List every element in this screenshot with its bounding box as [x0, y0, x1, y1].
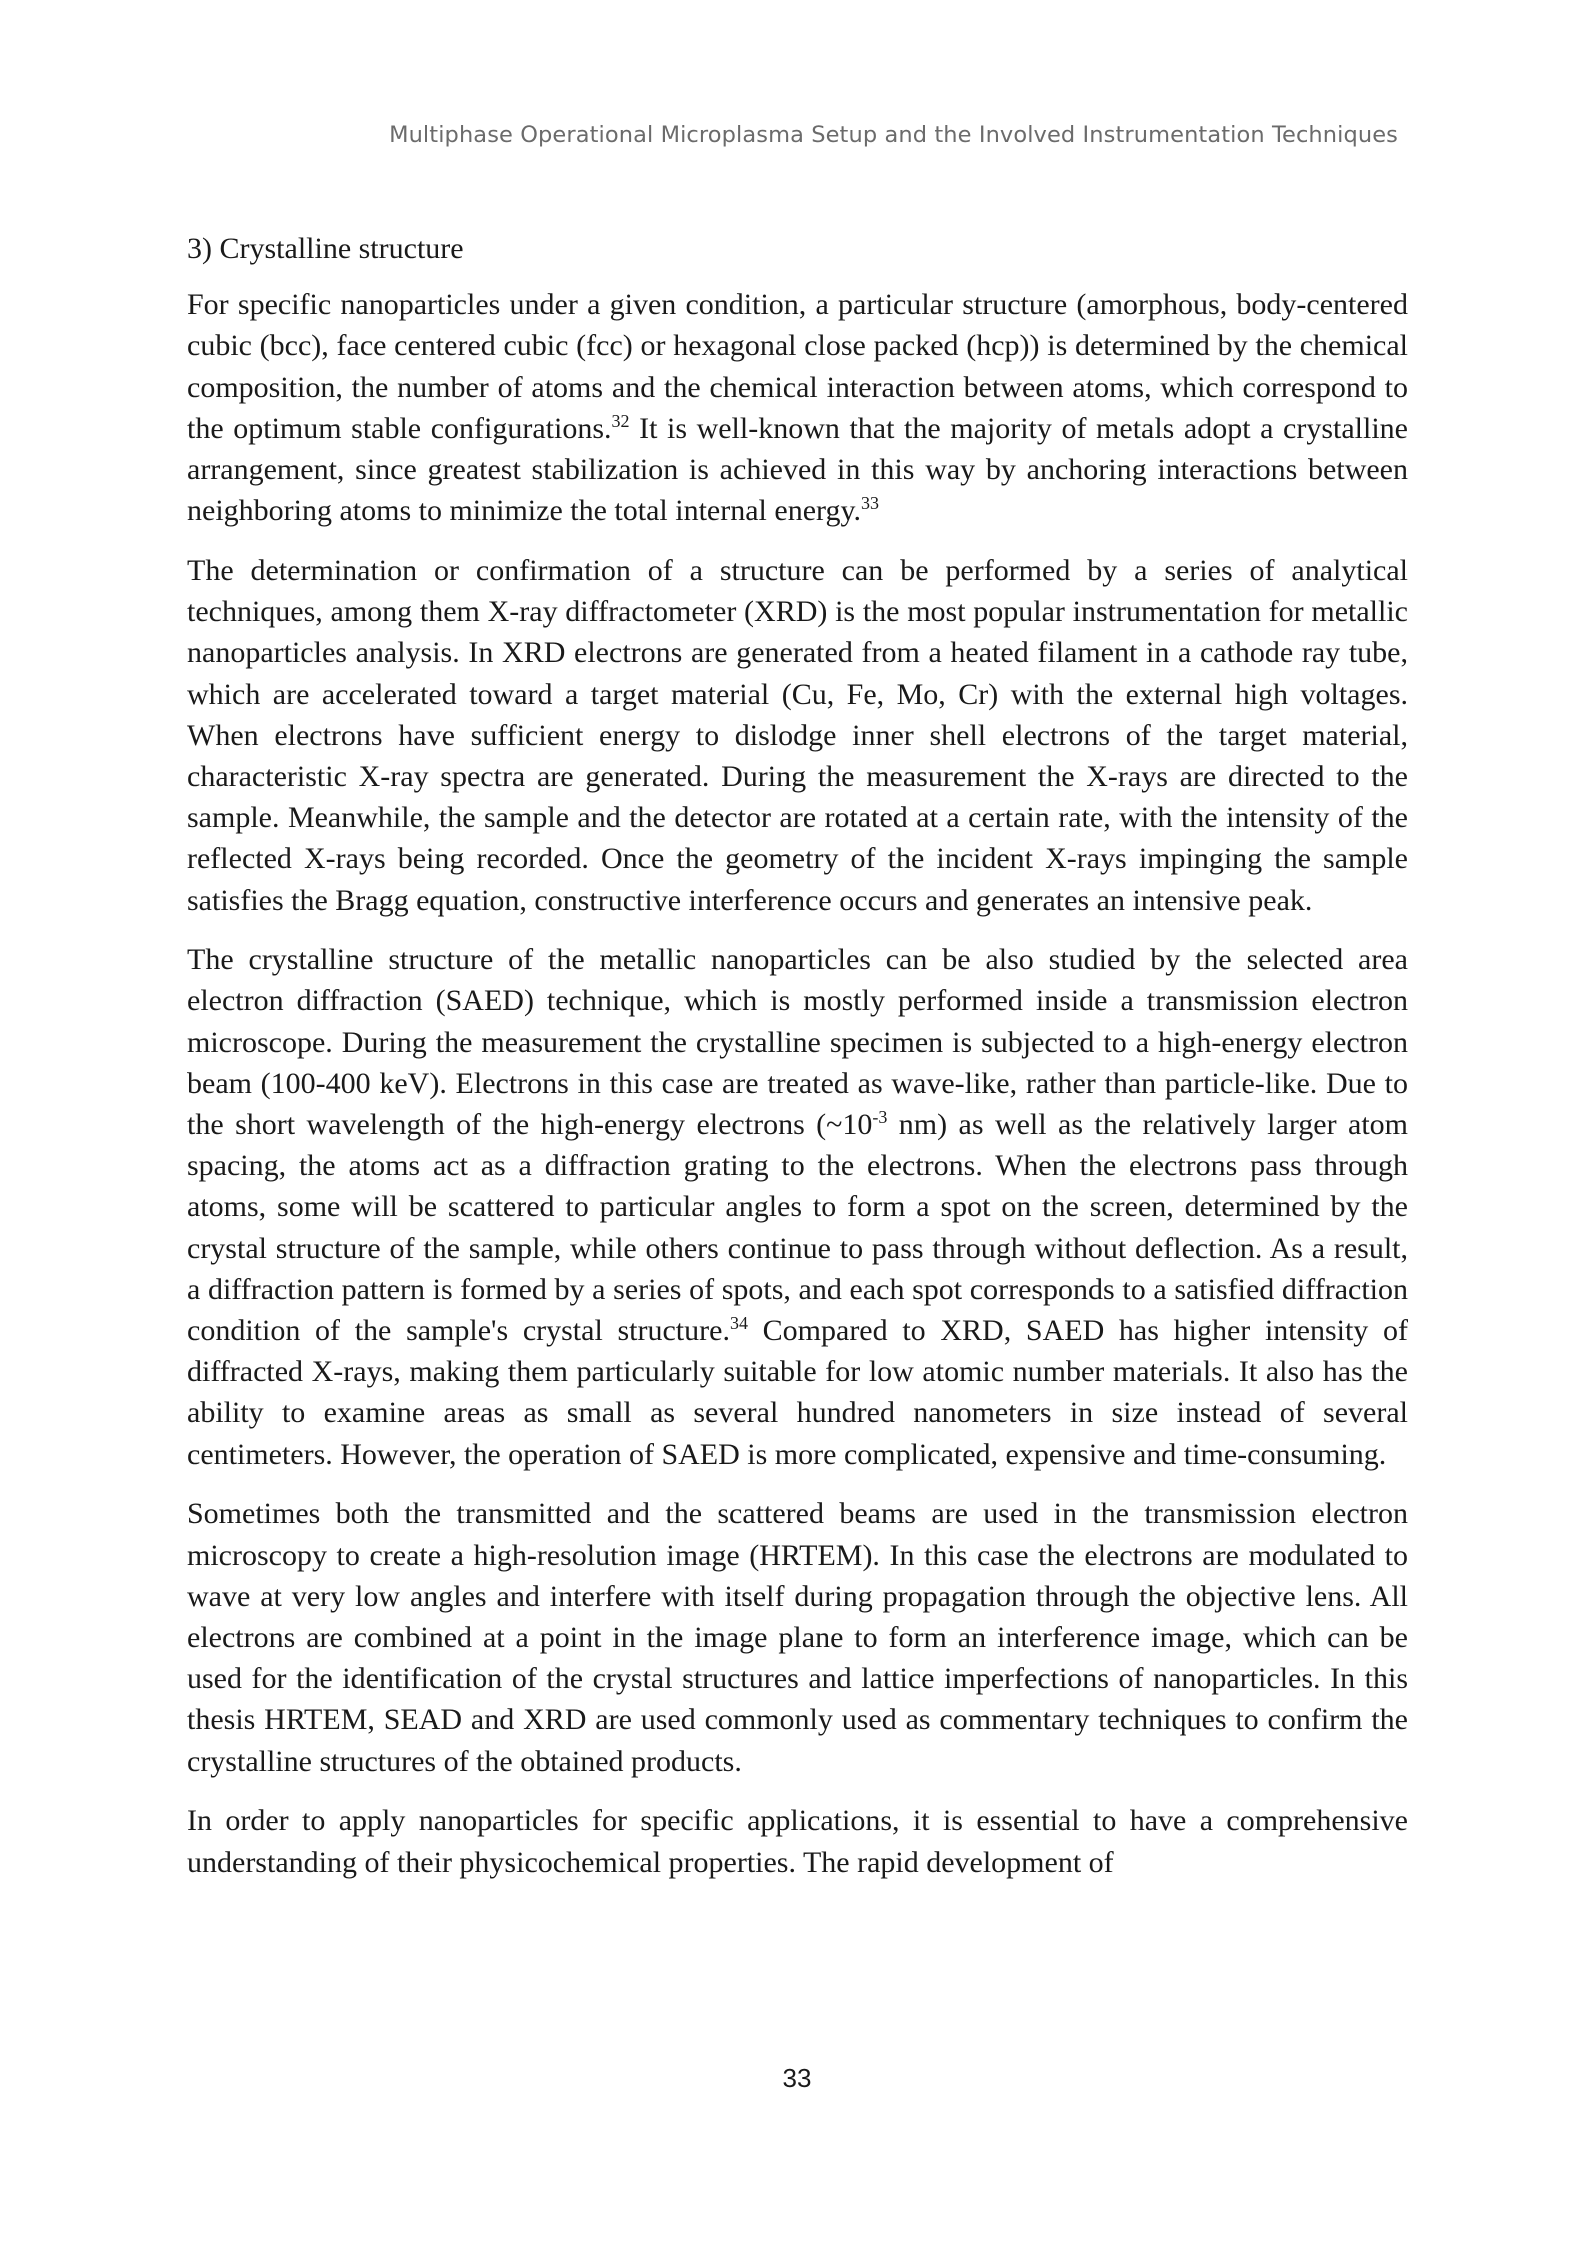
exponent: -3: [872, 1106, 888, 1127]
citation-ref: 34: [729, 1312, 748, 1333]
page-number: 33: [782, 2063, 812, 2093]
paragraph-text: The crystalline structure of the metallic nanoparticles can be also studied by the selected area electron diffraction (SAED) technique, which is mostly performed inside a transmission electron microscope. During the measurement the crystalline specimen is subjected to a high-energy electron beam (100-400 keV). Electrons in this case are treated as wave-like, rather than particle-like. Due to the short wavelength of the high-energy electrons (~10: [187, 943, 1408, 1142]
paragraph-text: For specific nanoparticles under a given condition, a particular structure (amorphous, body-centered cubic (bcc), face centered cubic (fcc) or hexagonal close packed (hcp)) is determined by the chemical composition, the number of atoms and the chemical interaction between atoms, which correspond to the optimum stable configurations.: [187, 288, 1408, 445]
paragraph-hrtem: Sometimes both the transmitted and the scattered beams are used in the transmission electron microscopy to create a high-resolution image (HRTEM). In this case the electrons are modulated to wave at very low angles and interfere with itself during propagation through the objective lens. All electrons are combined at a point in the image plane to form an interference image, which can be used for the identification of the crystal structures and lattice imperfections of nanoparticles. In this thesis HRTEM, SEAD and XRD are used commonly used as commentary techniques to confirm the crystalline structures of the obtained products.: [187, 1497, 1408, 1778]
section-heading: 3) Crystalline structure: [187, 232, 464, 265]
citation-ref: 33: [861, 493, 880, 514]
paragraph-saed: [187, 939, 1408, 1475]
paragraph-text: nm) as well as the relatively larger atom spacing, the atoms act as a diffraction grating to the electrons. When the electrons pass through atoms, some will be scattered to particular angles to form a spot on the screen, determined by the crystal structure of the sample, while others continue to pass through without deflection. As a result, a diffraction pattern is formed by a series of spots, and each spot corresponds to a satisfied diffraction condition of the sample's crystal structure.: [187, 1108, 1408, 1348]
paragraph-text: It is well-known that the majority of metals adopt a crystalline arrangement, since greatest stabilization is achieved in this way by anchoring interactions between neighboring atoms to minimize the total internal energy.: [187, 411, 1408, 528]
paragraph-xrd: The determination or confirmation of a structure can be performed by a series of analytical techniques, among them X-ray diffractometer (XRD) is the most popular instrumentation for metallic nanoparticles analysis. In XRD electrons are generated from a heated filament in a cathode ray tube, which are accelerated toward a target material (Cu, Fe, Mo, Cr) with the external high voltages. When electrons have sufficient energy to dislodge inner shell electrons of the target material, characteristic X-ray spectra are generated. During the measurement the X-rays are directed to the sample. Meanwhile, the sample and the detector are rotated at a certain rate, with the intensity of the reflected X-rays being recorded. Once the geometry of the incident X-rays impinging the sample satisfies the Bragg equation, constructive interference occurs and generates an intensive peak.: [187, 553, 1408, 917]
paragraph-applications: In order to apply nanoparticles for specific applications, it is essential to have a comprehensive understanding of their physicochemical properties. The rapid development of: [187, 1804, 1408, 1879]
paragraph-text: Compared to XRD, SAED has higher intensity of diffracted X-rays, making them particularly suitable for low atomic number materials. It also has the ability to examine areas as small as several hundred nanometers in size instead of several centimeters. However, the operation of SAED is more complicated, expensive and time-consuming.: [187, 1314, 1408, 1471]
body-text: [187, 228, 1408, 1901]
citation-ref: 32: [611, 410, 630, 431]
running-header: Multiphase Operational Microplasma Setup and the Involved Instrumentation Techniques: [389, 122, 1398, 148]
paragraph-crystal-arrangement: [187, 284, 1408, 531]
